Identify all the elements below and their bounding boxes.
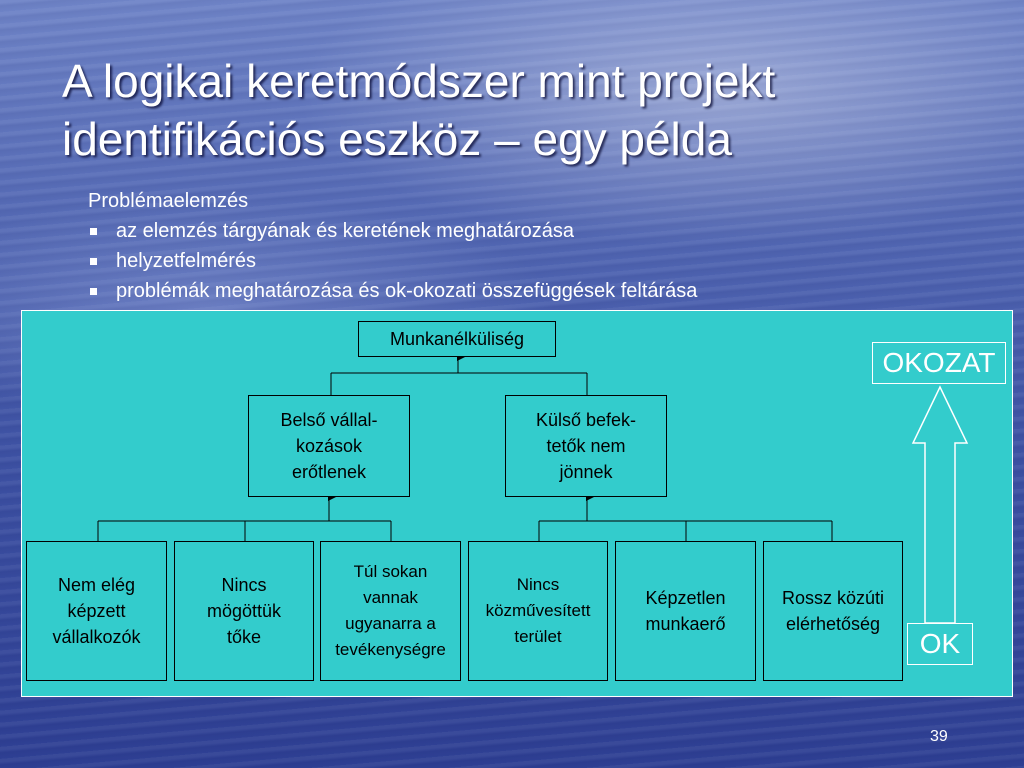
title-line-1: A logikai keretmódszer mint projekt <box>62 55 776 107</box>
leaf-cause-text: Nincs mögöttük tőke <box>206 575 282 647</box>
bullet-item <box>88 246 697 276</box>
leaf-cause-box <box>615 541 756 681</box>
cause-box-internal <box>248 395 410 497</box>
leaf-cause-text: Nem elég képzett vállalkozók <box>52 575 141 647</box>
cause-box-external <box>505 395 667 497</box>
slide-title <box>62 52 962 168</box>
bullet-list <box>88 216 697 306</box>
leaf-cause-box <box>763 541 903 681</box>
bullet-text: problémák meghatározása és ok-okozati összefüggések feltárása <box>116 280 698 302</box>
leaf-cause-text: Képzetlen munkaerő <box>645 588 726 634</box>
cause-label: OK <box>907 623 973 665</box>
bullet-text: helyzetfelmérés <box>116 250 257 272</box>
root-problem-text: Munkanélküliség <box>389 329 525 349</box>
cause-effect-arrow-icon <box>913 387 967 623</box>
leaf-cause-box <box>468 541 608 681</box>
leaf-cause-text: Túl sokan vannak ugyanarra a tevékenységre <box>335 562 446 659</box>
cause-text: Külső befek- tetők nem jönnek <box>535 410 637 482</box>
leaf-cause-text: Nincs közművesített terület <box>485 575 591 646</box>
problem-tree-panel <box>21 310 1013 697</box>
bullet-item <box>88 216 697 246</box>
bullet-text: az elemzés tárgyának és keretének meghatározása <box>116 220 575 242</box>
root-problem-box <box>358 321 556 357</box>
bullet-item <box>88 276 697 306</box>
cause-text: Belső vállal- kozások erőtlenek <box>280 410 378 482</box>
leaf-cause-box <box>26 541 167 681</box>
bullet-square-icon <box>90 288 97 295</box>
title-line-2: identifikációs eszköz – egy példa <box>62 113 732 165</box>
effect-label: OKOZAT <box>872 342 1006 384</box>
page-number: 39 <box>930 728 948 745</box>
leaf-cause-box <box>174 541 314 681</box>
leaf-cause-box <box>320 541 461 681</box>
section-subtitle: Problémaelemzés <box>88 190 249 212</box>
leaf-cause-text: Rossz közúti elérhetőség <box>781 588 885 634</box>
bullet-square-icon <box>90 228 97 235</box>
bullet-square-icon <box>90 258 97 265</box>
